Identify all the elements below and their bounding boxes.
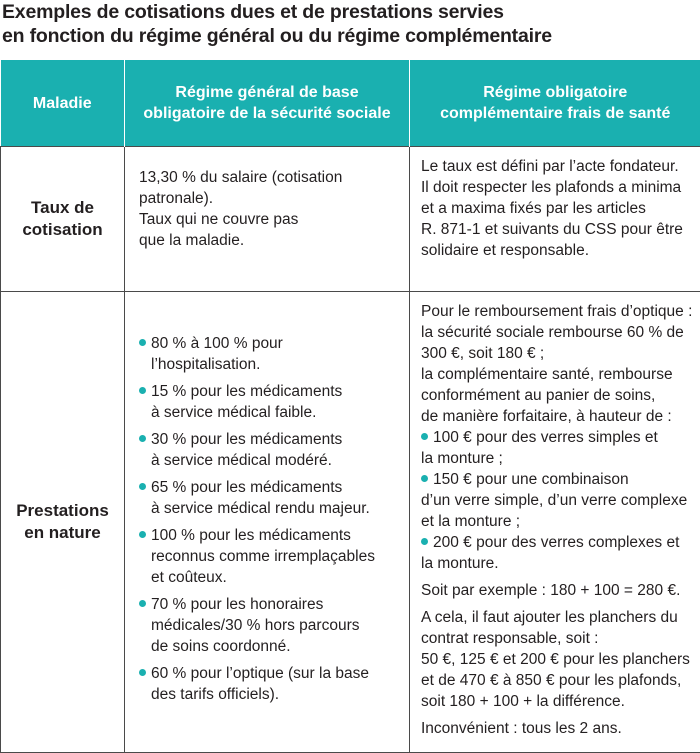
bullet-dot-icon xyxy=(139,387,146,394)
bullet-dot-icon xyxy=(139,339,146,346)
list-item: 65 % pour les médicaments à service médical rendu majeur. xyxy=(139,477,409,519)
header-row xyxy=(1,60,700,147)
cell-taux-general: 13,30 % du salaire (cotisation patronale). Taux qui ne couvre pas que la maladie. xyxy=(125,147,410,292)
bullet-dot-icon xyxy=(139,483,146,490)
bullet-dot-icon xyxy=(139,531,146,538)
cell-prestations-general xyxy=(125,292,410,753)
row-prestations-nature xyxy=(1,292,700,753)
bullet-dot-icon xyxy=(421,538,428,545)
bullet-dot-icon xyxy=(139,435,146,442)
header-regime-complementaire: Régime obligatoire complémentaire frais de santé xyxy=(410,60,700,147)
cell-taux-complementaire: Le taux est défini par l’acte fondateur. Il doit respecter les plafonds a minima et a maxima fixés par les articles R. 871-1 et suivants du CSS pour être solidaire et responsable. xyxy=(410,147,700,292)
title-line-1: Exemples de cotisations dues et de prestations servies xyxy=(2,0,692,24)
comp-planchers: A cela, il faut ajouter les planchers du contrat responsable, soit : 50 €, 125 € et 200 € pour les planchers et de 470 € à 850 € pour les plafonds, soit 180 + 100 + la différence. xyxy=(421,607,700,712)
header-maladie: Maladie xyxy=(1,60,125,147)
comp-inconvenient: Inconvénient : tous les 2 ans. xyxy=(421,718,700,739)
bullet-dot-icon xyxy=(421,433,428,440)
page-title xyxy=(2,0,692,48)
bullet-dot-icon xyxy=(421,475,428,482)
list-item: 100 % pour les médicaments reconnus comme irremplaçables et coûteux. xyxy=(139,525,409,588)
bullet-dot-icon xyxy=(139,669,146,676)
list-item: 70 % pour les honoraires médicales/30 % hors parcours de soins coordonné. xyxy=(139,594,409,657)
list-item: 30 % pour les médicaments à service médical modéré. xyxy=(139,429,409,471)
general-bullet-list xyxy=(139,333,409,705)
comp-intro: Pour le remboursement frais d’optique : la sécurité sociale rembourse 60 % de 300 €, soit 180 € ; la complémentaire santé, rembourse conformément au panier de soins, de manière forfaitaire, à hauteur de : 100 € pour des verres simples et la monture ; 150 € pour une combinaison d’un verre simple, d’un verre complexe et la monture ; 200 € pour des verres complexes et la monture. xyxy=(421,301,700,574)
comparison-table xyxy=(0,60,700,753)
cell-prestations-complementaire xyxy=(410,292,700,753)
bullet-dot-icon xyxy=(139,600,146,607)
comp-example: Soit par exemple : 180 + 100 = 280 €. xyxy=(421,580,700,601)
list-item: 15 % pour les médicaments à service médical faible. xyxy=(139,381,409,423)
row-taux-cotisation xyxy=(1,147,700,292)
list-item: 80 % à 100 % pour l’hospitalisation. xyxy=(139,333,409,375)
row-label-taux: Taux de cotisation xyxy=(1,147,125,292)
header-regime-general: Régime général de base obligatoire de la sécurité sociale xyxy=(125,60,410,147)
row-label-prestations: Prestations en nature xyxy=(1,292,125,753)
list-item: 60 % pour l’optique (sur la base des tarifs officiels). xyxy=(139,663,409,705)
title-line-2: en fonction du régime général ou du régime complémentaire xyxy=(2,24,692,48)
